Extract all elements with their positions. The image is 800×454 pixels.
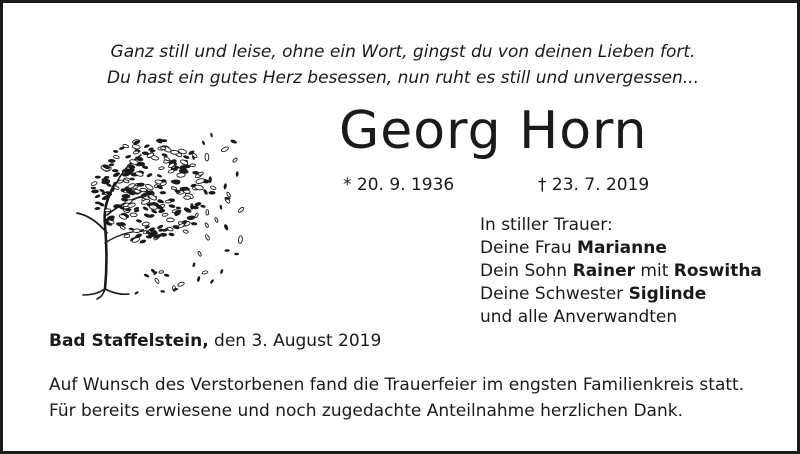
leaf xyxy=(168,169,175,173)
leaf xyxy=(214,217,218,222)
leaf xyxy=(133,229,140,233)
leaf xyxy=(206,210,209,215)
leaf xyxy=(192,262,196,267)
leaf xyxy=(191,222,198,226)
leaf xyxy=(91,187,96,190)
leaf xyxy=(205,223,209,228)
leaf xyxy=(183,190,190,194)
leaf xyxy=(120,225,126,229)
leaf xyxy=(210,279,215,284)
leaf xyxy=(220,269,224,275)
mourners-others: und alle Anverwandten xyxy=(480,307,678,327)
mourner-son-label: Dein Sohn xyxy=(480,261,573,281)
leaf xyxy=(177,173,186,178)
leaf xyxy=(221,146,229,153)
birth-date: * 20. 9. 1936 xyxy=(343,175,455,195)
leaf xyxy=(164,273,170,277)
leaf xyxy=(184,196,191,200)
leaf xyxy=(112,169,119,172)
leaf xyxy=(146,172,153,178)
leaf xyxy=(202,270,208,274)
leaf xyxy=(162,213,168,217)
leaf xyxy=(205,234,210,241)
mourners-list xyxy=(480,214,762,329)
leaf xyxy=(177,281,185,287)
mourner-sister-name: Siglinde xyxy=(628,284,707,304)
leaf xyxy=(223,183,227,190)
poem-line-2: Du hast ein gutes Herz besessen, nun ruht es still und unvergessen... xyxy=(107,68,699,88)
leaf xyxy=(108,159,116,163)
poem-line-1: Ganz still und leise, ohne ein Wort, gingst du von deinen Lieben fort. xyxy=(110,42,696,62)
leaf xyxy=(95,202,101,205)
leaf xyxy=(132,144,141,149)
leaf xyxy=(219,205,222,210)
leaf xyxy=(176,206,181,209)
mourner-wife-name: Marianne xyxy=(577,238,667,258)
leaf xyxy=(160,233,168,237)
leaf xyxy=(91,181,98,186)
leaf xyxy=(197,276,201,282)
leaf xyxy=(91,189,99,193)
mourner-son-joiner: mit xyxy=(635,261,674,281)
leaf xyxy=(160,191,166,194)
leaf xyxy=(105,209,111,212)
leaf xyxy=(94,207,100,210)
leaf xyxy=(230,139,238,145)
mourner-wife-label: Deine Frau xyxy=(480,238,578,258)
leaf xyxy=(136,219,143,223)
windblown-tree-icon xyxy=(65,103,255,303)
leaf xyxy=(160,147,166,150)
leaf xyxy=(125,154,132,158)
leaf xyxy=(142,206,149,212)
leaf xyxy=(238,236,243,244)
leaf xyxy=(200,204,206,208)
leaf xyxy=(210,185,217,190)
tree-roots xyxy=(83,289,129,299)
leaf xyxy=(134,291,139,295)
leaf xyxy=(140,188,147,192)
leaf xyxy=(131,236,140,243)
place-and-date xyxy=(49,330,381,352)
memorial-poem xyxy=(3,39,800,91)
leaf xyxy=(183,229,189,233)
leaf xyxy=(201,140,205,145)
leaf xyxy=(160,290,165,293)
deceased-name: Georg Horn xyxy=(339,101,648,161)
mourners-intro: In stiller Trauer: xyxy=(480,215,613,235)
death-date: † 23. 7. 2019 xyxy=(538,175,650,195)
leaf xyxy=(168,232,175,236)
leaf xyxy=(94,194,101,199)
leaf xyxy=(159,270,164,273)
leaf xyxy=(124,234,130,238)
leaf xyxy=(186,215,195,220)
leaf xyxy=(223,224,229,231)
leaf xyxy=(167,218,175,222)
leaf xyxy=(203,188,209,195)
leaf xyxy=(130,213,137,217)
leaf xyxy=(197,251,201,257)
leaf xyxy=(165,200,171,203)
leaf xyxy=(232,158,238,163)
place-date-text: den 3. August 2019 xyxy=(208,331,382,351)
tree-foliage xyxy=(91,133,245,295)
leaf xyxy=(159,166,165,169)
leaf xyxy=(210,133,213,138)
leaf xyxy=(226,192,231,198)
leaf xyxy=(157,174,163,178)
mourner-sister xyxy=(480,283,762,306)
leaf xyxy=(143,144,150,149)
leaf xyxy=(224,249,229,252)
mourner-wife xyxy=(480,237,762,260)
leaf xyxy=(148,214,155,219)
leaf xyxy=(113,150,119,154)
leaf xyxy=(139,239,147,244)
leaf xyxy=(183,165,190,169)
leaf xyxy=(208,191,215,195)
leaf xyxy=(171,150,179,155)
closing-line-2: Für bereits erwiesene und noch zugedachte Anteilnahme herzlichen Dank. xyxy=(49,401,683,421)
leaf xyxy=(234,253,239,256)
leaf xyxy=(236,171,239,177)
leaf xyxy=(195,178,204,185)
leaf xyxy=(183,155,190,160)
leaf xyxy=(129,178,134,181)
leaf xyxy=(190,203,194,210)
place-city: Bad Staffelstein, xyxy=(49,331,209,351)
closing-line-1: Auf Wunsch des Verstorbenen fand die Trauerfeier im engsten Familienkreis statt. xyxy=(49,375,745,395)
mourner-son-partner-name: Roswitha xyxy=(673,261,762,281)
leaf xyxy=(133,151,139,155)
leaf xyxy=(154,278,160,284)
leaf xyxy=(108,163,114,167)
mourner-son xyxy=(480,260,762,283)
leaf xyxy=(113,155,119,159)
leaf xyxy=(171,186,177,190)
mourner-sister-label: Deine Schwester xyxy=(480,284,629,304)
leaf xyxy=(168,204,175,209)
closing-text xyxy=(49,372,744,424)
leaf xyxy=(95,175,101,178)
leaf xyxy=(205,153,209,161)
leaf xyxy=(194,213,198,218)
leaf xyxy=(143,273,149,278)
mourner-son-name: Rainer xyxy=(572,261,636,281)
leaf xyxy=(209,176,212,183)
leaf xyxy=(190,164,195,167)
leaf xyxy=(238,206,245,213)
